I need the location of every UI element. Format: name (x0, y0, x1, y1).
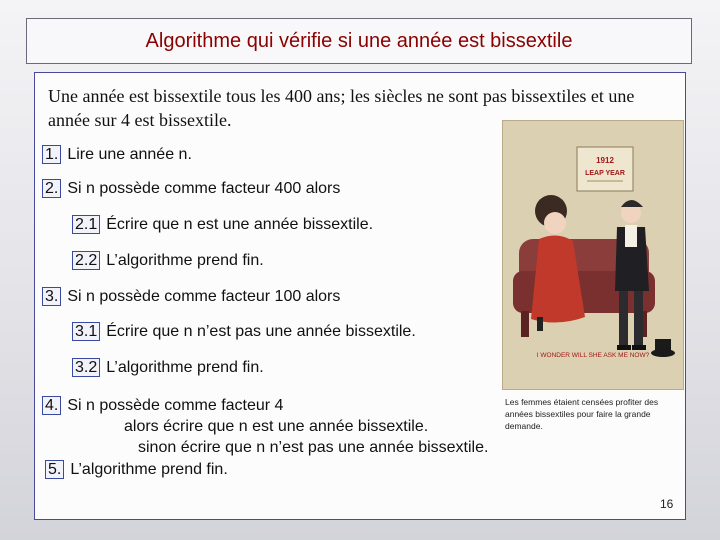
step-number: 3. (42, 287, 61, 306)
step-2-1 (72, 215, 373, 234)
postcard-caption: I WONDER WILL SHE ASK ME NOW? (536, 352, 650, 359)
step-number: 4. (42, 396, 61, 415)
step-4 (42, 396, 283, 415)
step-number: 3.2 (72, 358, 100, 377)
step-text: Si n possède comme facteur 100 alors (67, 287, 341, 305)
step-number: 2.2 (72, 251, 100, 270)
step-text: L’algorithme prend fin. (106, 251, 264, 269)
step-3 (42, 287, 340, 306)
step-2 (42, 179, 340, 198)
step-4-then: alors écrire que n est une année bissextile. (124, 418, 429, 435)
step-text: L’algorithme prend fin. (70, 460, 228, 478)
step-5 (45, 460, 228, 479)
slide-title: Algorithme qui vérifie si une année est bissextile (145, 29, 573, 52)
image-caption: Les femmes étaient censées profiter des années bissextiles pour faire la grande demande. (505, 397, 659, 431)
leap-year-postcard-image (502, 120, 684, 390)
step-number: 5. (45, 460, 64, 479)
slide-title-box (26, 18, 692, 64)
step-number: 3.1 (72, 322, 100, 341)
poster-title: LEAP YEAR (585, 170, 625, 177)
intro-text: Une année est bissextile tous les 400 ans; les siècles ne sont pas bissextiles et une année sur 4 est bissextile. (48, 86, 635, 130)
page-number: 16 (660, 497, 674, 511)
step-text: Écrire que n n’est pas une année bissextile. (106, 322, 416, 340)
step-text: Lire une année n. (67, 145, 192, 163)
step-3-1 (72, 322, 416, 341)
step-text: L’algorithme prend fin. (106, 358, 264, 376)
postcard-illustration (503, 121, 683, 389)
poster-year: 1912 (596, 156, 614, 165)
step-4-else: sinon écrire que n n’est pas une année bissextile. (138, 439, 489, 456)
step-number: 2. (42, 179, 61, 198)
step-number: 1. (42, 145, 61, 164)
step-text: Si n possède comme facteur 4 (67, 396, 284, 414)
step-2-2 (72, 251, 264, 270)
step-text: Si n possède comme facteur 400 alors (67, 179, 341, 197)
step-1 (42, 145, 192, 164)
step-number: 2.1 (72, 215, 100, 234)
step-text: Écrire que n est une année bissextile. (106, 215, 374, 233)
step-3-2 (72, 358, 264, 377)
